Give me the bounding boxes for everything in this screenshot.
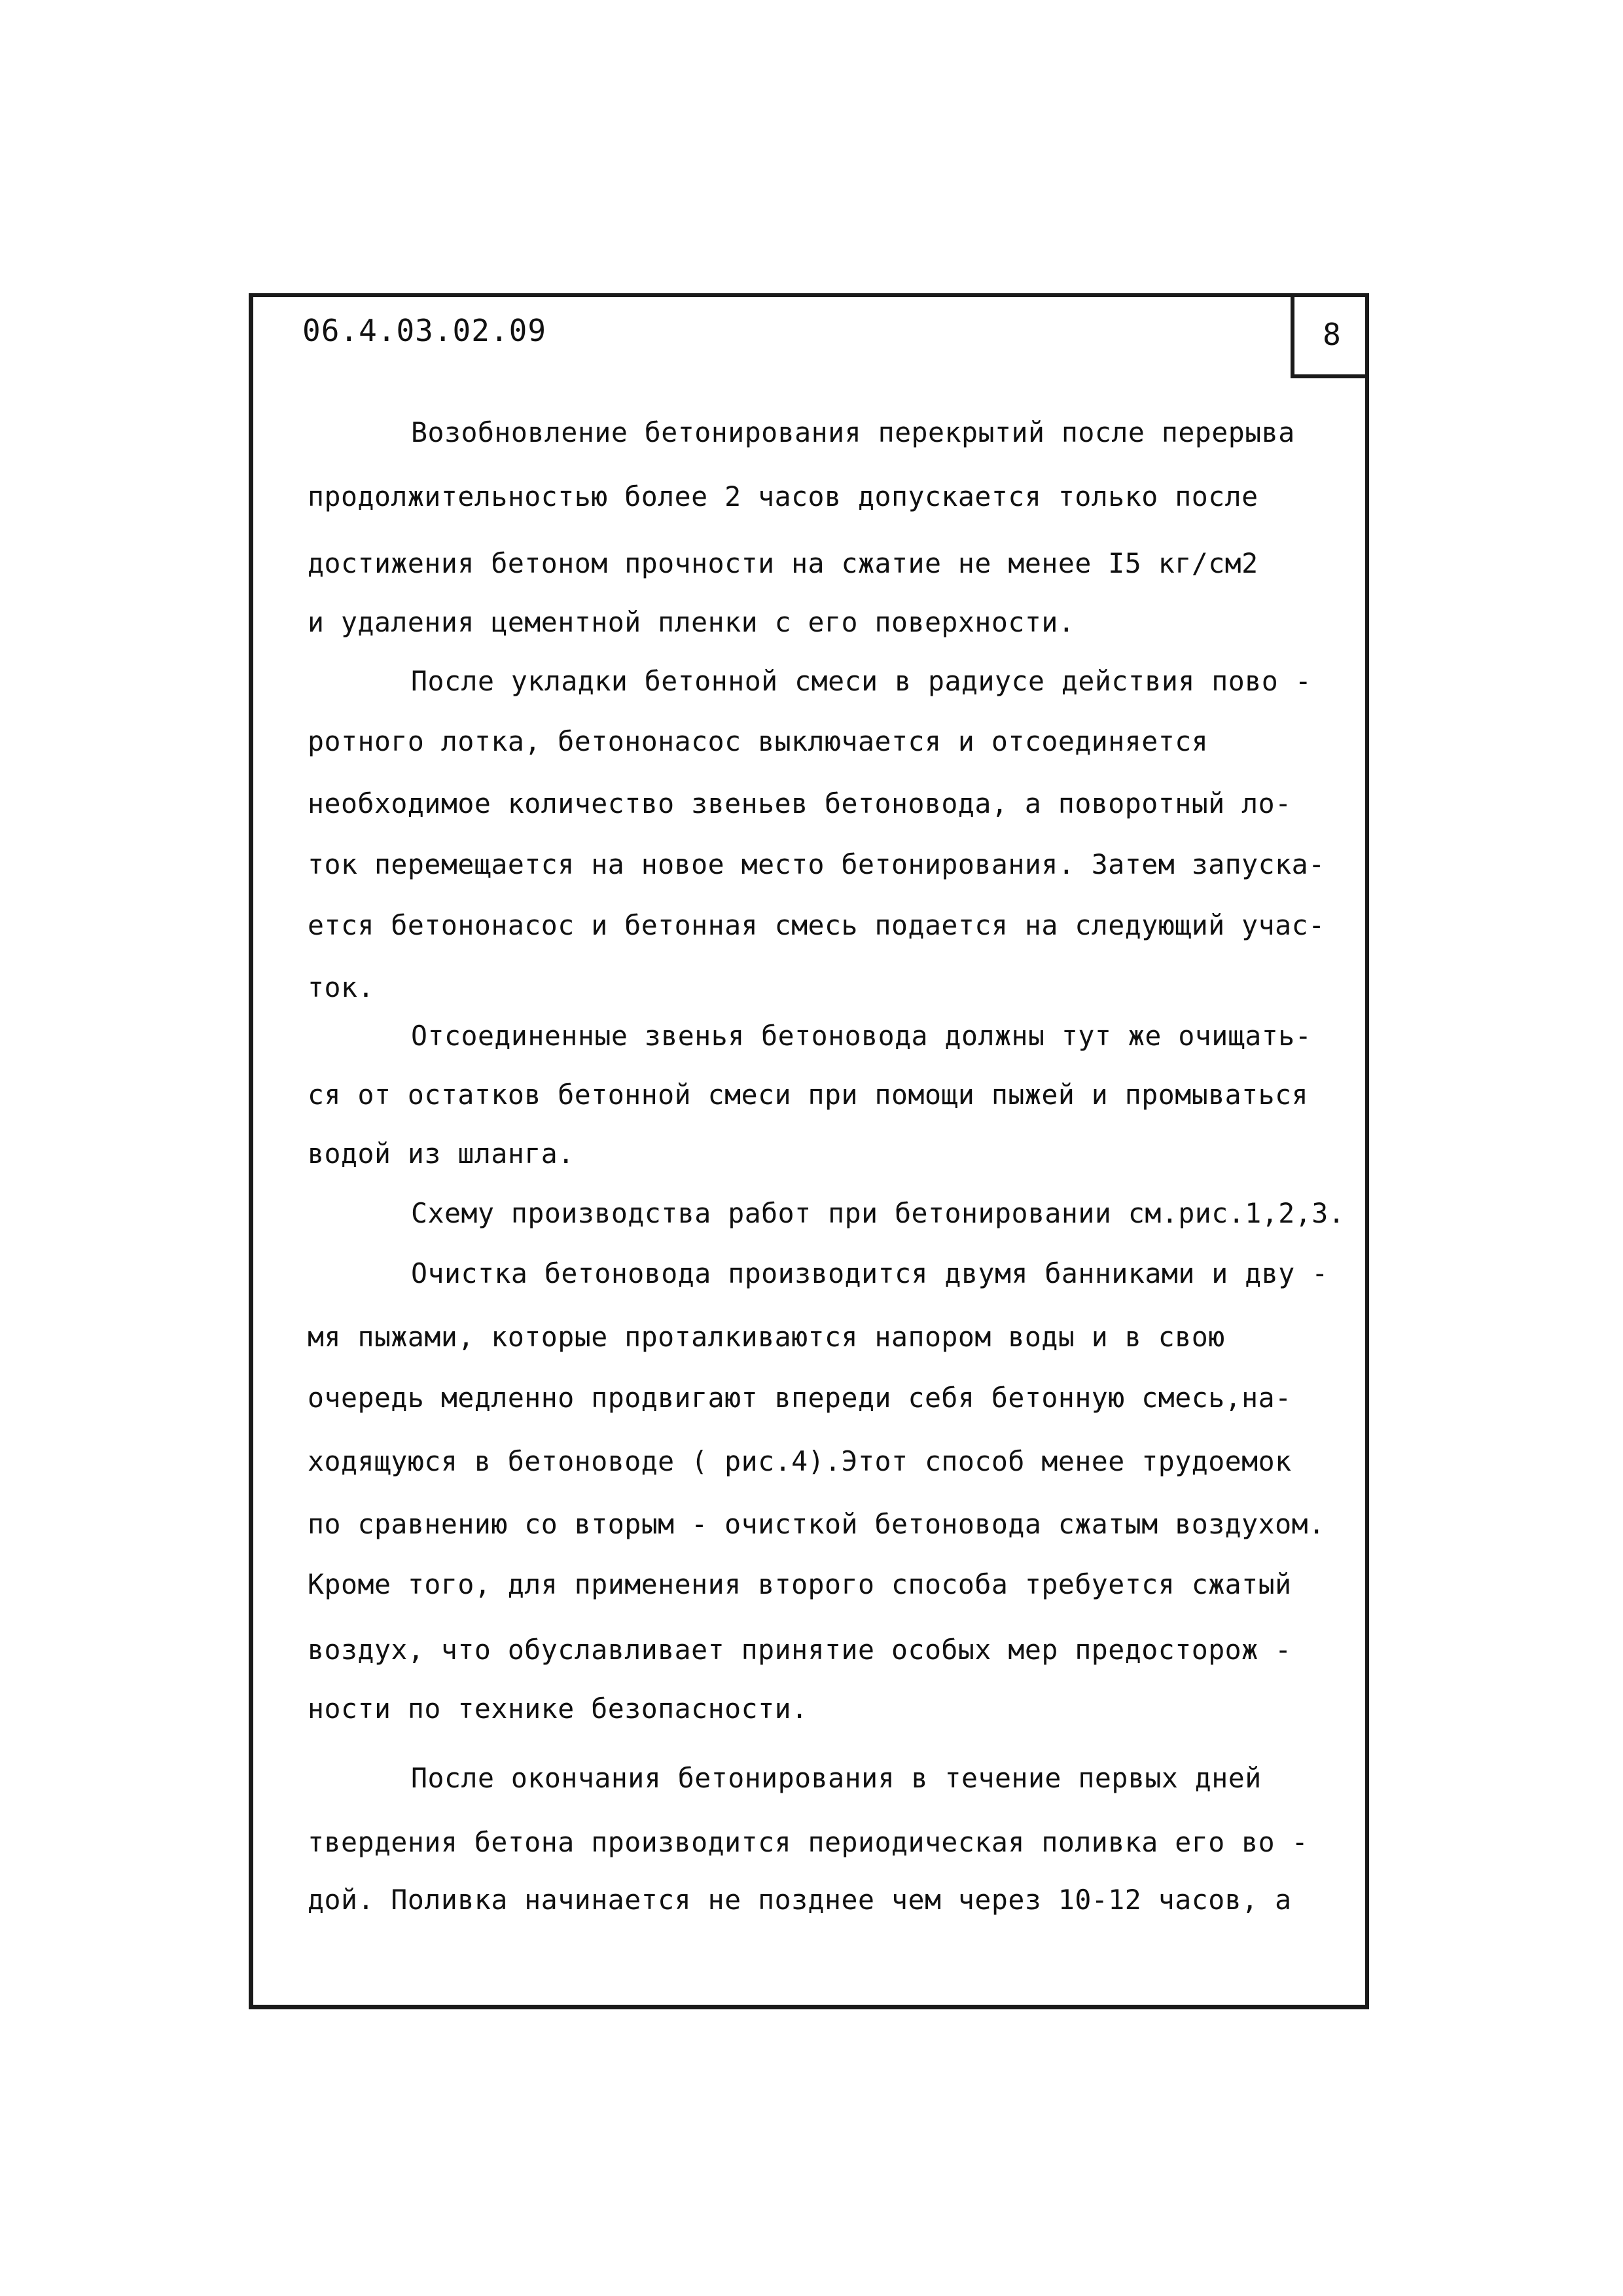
text-line: достижения бетоном прочности на сжатие не менее I5 кг/см2 bbox=[308, 547, 1258, 579]
text-line: ется бетононасос и бетонная смесь подается на следующий учас- bbox=[308, 909, 1325, 941]
text-line: После укладки бетонной смеси в радиусе действия пово - bbox=[411, 665, 1312, 697]
text-line: ности по технике безопасности. bbox=[308, 1693, 808, 1725]
text-line: Отсоединенные звенья бетоновода должны тут же очищать- bbox=[411, 1020, 1312, 1052]
text-line: Кроме того, для применения второго способа требуется сжатый bbox=[308, 1568, 1292, 1600]
text-line: ся от остатков бетонной смеси при помощи пыжей и промываться bbox=[308, 1079, 1309, 1111]
text-line: мя пыжами, которые проталкиваются напором воды и в свою bbox=[308, 1321, 1225, 1353]
page-number: 8 bbox=[1323, 317, 1341, 352]
text-line: Схему производства работ при бетонировании см.рис.1,2,3. bbox=[411, 1197, 1346, 1229]
text-line: продолжительностью более 2 часов допускается только после bbox=[308, 480, 1258, 512]
text-line: очередь медленно продвигают впереди себя бетонную смесь,на- bbox=[308, 1382, 1292, 1414]
text-line: твердения бетона производится периодическая поливка его во - bbox=[308, 1826, 1309, 1858]
text-line: по сравнению со вторым - очисткой бетоновода сжатым воздухом. bbox=[308, 1508, 1325, 1540]
text-line: Возобновление бетонирования перекрытий после перерыва bbox=[411, 416, 1295, 448]
text-line: ток. bbox=[308, 971, 374, 1003]
text-line: воздух, что обуславливает принятие особых мер предосторож - bbox=[308, 1634, 1292, 1666]
text-line: дой. Поливка начинается не позднее чем через 10-12 часов, а bbox=[308, 1884, 1292, 1916]
text-line: ток перемещается на новое место бетонирования. Затем запуска- bbox=[308, 848, 1325, 880]
page-number-box bbox=[1291, 297, 1369, 378]
document-code: 06.4.03.02.09 bbox=[302, 313, 547, 348]
text-line: ходящуюся в бетоноводе ( рис.4).Этот способ менее трудоемок bbox=[308, 1445, 1292, 1477]
text-line: После окончания бетонирования в течение первых дней bbox=[411, 1762, 1262, 1794]
text-line: необходимое количество звеньев бетоновода, а поворотный ло- bbox=[308, 787, 1292, 819]
text-line: водой из шланга. bbox=[308, 1138, 575, 1170]
text-line: ротного лотка, бетононасос выключается и отсоединяется bbox=[308, 725, 1209, 757]
text-line: Очистка бетоновода производится двумя банниками и дву - bbox=[411, 1257, 1329, 1289]
text-line: и удаления цементной пленки с его поверхности. bbox=[308, 606, 1075, 638]
